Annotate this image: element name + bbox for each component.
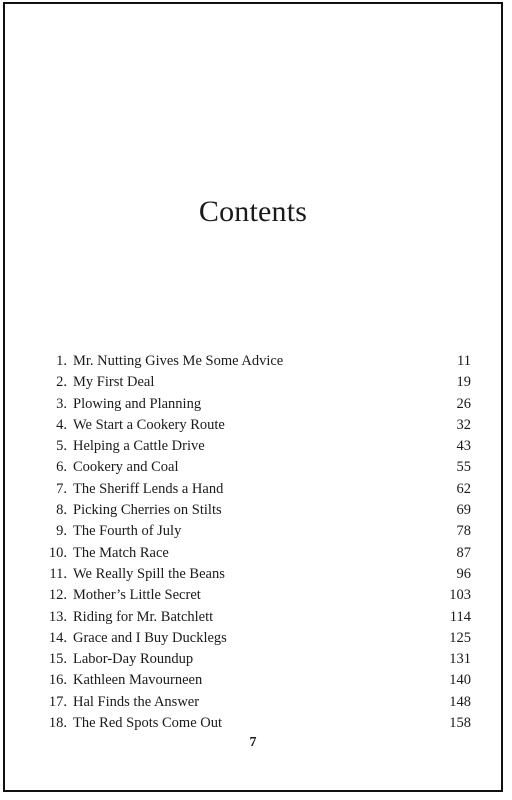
toc-chapter-title: The Red Spots Come Out <box>73 715 223 732</box>
page-number: 7 <box>249 735 257 750</box>
toc-chapter-number: 18. <box>48 715 67 732</box>
toc-page-number: 96 <box>456 565 471 582</box>
toc-chapter-title: My First Deal <box>73 374 155 391</box>
toc-entry <box>35 479 471 500</box>
toc-entry <box>35 394 471 415</box>
toc-page-number: 148 <box>449 693 471 710</box>
toc-entry <box>35 713 471 734</box>
toc-page-number: 103 <box>449 587 471 604</box>
toc-entry <box>35 649 471 670</box>
toc-entry <box>35 585 471 606</box>
toc-page-number: 11 <box>457 353 471 369</box>
toc-chapter-number: 16. <box>48 672 67 689</box>
toc-chapter-title: We Start a Cookery Route <box>73 416 225 433</box>
toc-page-number: 125 <box>449 629 471 646</box>
toc-chapter-title: Riding for Mr. Batchlett <box>73 608 214 625</box>
toc-chapter-number: 6. <box>56 459 67 476</box>
toc-page-number: 19 <box>456 374 471 391</box>
toc-chapter-number: 9. <box>56 523 67 540</box>
toc-entry <box>35 692 471 713</box>
toc-chapter-number: 8. <box>56 502 67 519</box>
toc-chapter-number: 17. <box>48 693 67 710</box>
toc-entry <box>35 457 471 478</box>
toc-chapter-title: We Really Spill the Beans <box>73 565 225 582</box>
toc-chapter-number: 12. <box>48 587 67 604</box>
toc-page-number: 43 <box>456 438 471 455</box>
table-of-contents <box>35 351 471 734</box>
toc-entry <box>35 521 471 542</box>
toc-chapter-number: 10. <box>48 544 67 561</box>
toc-page-number: 55 <box>456 459 471 476</box>
toc-chapter-title: Plowing and Planning <box>73 395 202 412</box>
toc-chapter-number: 14. <box>48 629 67 646</box>
toc-entry <box>35 436 471 457</box>
toc-page-number: 69 <box>456 502 471 519</box>
toc-chapter-number: 5. <box>56 438 67 455</box>
toc-entry <box>35 500 471 521</box>
toc-page-number: 78 <box>456 523 471 540</box>
toc-chapter-title: Kathleen Mavourneen <box>73 672 203 689</box>
toc-page-number: 26 <box>456 395 471 412</box>
toc-chapter-title: Cookery and Coal <box>73 459 179 476</box>
toc-page-number: 140 <box>449 672 471 689</box>
toc-chapter-number: 2. <box>56 374 67 391</box>
toc-chapter-title: Grace and I Buy Ducklegs <box>73 629 227 646</box>
toc-chapter-title: The Sheriff Lends a Hand <box>73 480 224 497</box>
toc-page-number: 114 <box>449 608 471 625</box>
toc-entry <box>35 670 471 691</box>
page-title: Contents <box>198 195 308 229</box>
toc-chapter-title: Mr. Nutting Gives Me Some Advice <box>73 353 284 369</box>
toc-entry <box>35 372 471 393</box>
toc-chapter-number: 3. <box>56 395 67 412</box>
toc-entry <box>35 564 471 585</box>
page-frame <box>3 2 503 792</box>
toc-chapter-title: Helping a Cattle Drive <box>73 438 205 455</box>
toc-chapter-number: 4. <box>56 416 67 433</box>
toc-chapter-title: The Match Race <box>73 544 169 561</box>
toc-entry <box>35 351 471 372</box>
toc-chapter-number: 1. <box>56 353 67 369</box>
toc-chapter-title: Mother’s Little Secret <box>73 587 201 604</box>
toc-chapter-number: 15. <box>48 651 67 668</box>
toc-chapter-title: The Fourth of July <box>73 523 182 540</box>
toc-chapter-title: Hal Finds the Answer <box>73 693 200 710</box>
toc-chapter-number: 11. <box>49 565 67 582</box>
toc-entry <box>35 415 471 436</box>
toc-chapter-number: 7. <box>56 480 67 497</box>
toc-entry <box>35 628 471 649</box>
toc-page-number: 158 <box>449 715 471 732</box>
toc-chapter-title: Labor-Day Roundup <box>73 651 194 668</box>
toc-page-number: 32 <box>456 416 471 433</box>
toc-chapter-title: Picking Cherries on Stilts <box>73 502 222 519</box>
toc-page-number: 131 <box>449 651 471 668</box>
toc-page-number: 62 <box>456 480 471 497</box>
toc-entry <box>35 607 471 628</box>
toc-page-number: 87 <box>456 544 471 561</box>
toc-chapter-number: 13. <box>48 608 67 625</box>
toc-entry <box>35 543 471 564</box>
